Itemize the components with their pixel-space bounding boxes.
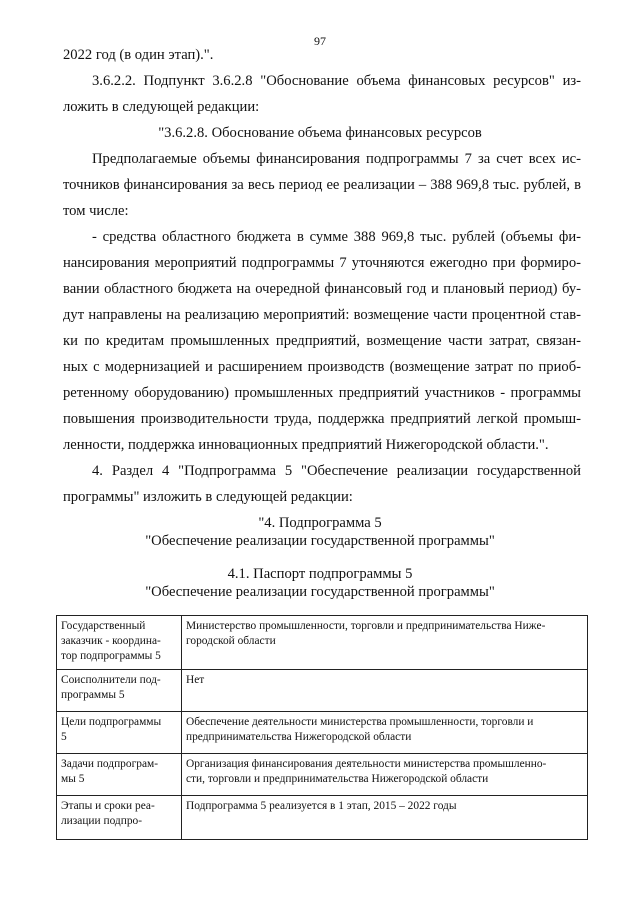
table-row — [57, 796, 588, 840]
text-line: нансирования мероприятий подпрограммы 7 уточняются ежегодно при формиро- — [63, 255, 581, 271]
section-heading: "3.6.2.8. Обоснование объема финансовых ресурсов — [158, 125, 482, 141]
table-cell-label: Соисполнители под- программы 5 — [57, 670, 182, 712]
text-line: повышения производительности труда, поддержка предприятий легкой промыш- — [63, 411, 581, 427]
passport-heading: "Обеспечение реализации государственной программы" — [145, 584, 495, 600]
text-line: ленности, поддержка инновационных предприятий Нижегородской области.". — [63, 437, 549, 453]
table-cell-value: Организация финансирования деятельности министерства промышленно- сти, торговли и предпринимательства Нижегородской области — [182, 754, 588, 796]
passport-heading: 4.1. Паспорт подпрограммы 5 — [227, 566, 413, 582]
text-line: вании областного бюджета на очередной финансовый год и плановый период) бу- — [63, 281, 581, 297]
table-row — [57, 712, 588, 754]
table-cell-label: Цели подпрограммы 5 — [57, 712, 182, 754]
table-cell-value: Министерство промышленности, торговли и предпринимательства Нижe- городской области — [182, 616, 588, 670]
text-line: ложить в следующей редакции: — [63, 99, 260, 115]
text-line: 2022 год (в один этап).". — [63, 47, 214, 63]
text-line: Предполагаемые объемы финансирования подпрограммы 7 за счет всех ис- — [92, 151, 581, 167]
passport-table — [56, 615, 588, 840]
text-line: том числе: — [63, 203, 129, 219]
text-line: ки по кредитам промышленных предприятий, возмещение части затрат, связан- — [63, 333, 581, 349]
text-line: точников финансирования за весь период ее реализации – 388 969,8 тыс. рублей, в — [63, 177, 581, 193]
table-row — [57, 670, 588, 712]
table-cell-label: Задачи подпрограм- мы 5 — [57, 754, 182, 796]
text-line: ных с модернизацией и расширением производств (возмещение затрат по приоб- — [63, 359, 581, 375]
text-line: - средства областного бюджета в сумме 388 969,8 тыс. рублей (объемы фи- — [92, 229, 581, 245]
text-line: ретенному оборудованию) промышленных предприятий участников - программы — [63, 385, 581, 401]
text-line: дут направлены на реализацию мероприятий: возмещение части процентной став- — [63, 307, 581, 323]
subprogram-heading: "4. Подпрограмма 5 — [258, 515, 382, 531]
text-line: 4. Раздел 4 "Подпрограмма 5 "Обеспечение реализации государственной — [92, 463, 581, 479]
table-row — [57, 754, 588, 796]
table-cell-value: Обеспечение деятельности министерства промышленности, торговли и предпринимательства Нижегородской области — [182, 712, 588, 754]
text-line: 3.6.2.2. Подпункт 3.6.2.8 "Обоснование объема финансовых ресурсов" из- — [92, 73, 581, 89]
table-cell-value: Нет — [182, 670, 588, 712]
text-line: программы" изложить в следующей редакции: — [63, 489, 353, 505]
page-number: 97 — [314, 34, 326, 48]
table-cell-label: Этапы и сроки реа- лизации подпро- — [57, 796, 182, 840]
table-row — [57, 616, 588, 670]
table-cell-value: Подпрограмма 5 реализуется в 1 этап, 2015 – 2022 годы — [182, 796, 588, 840]
subprogram-heading: "Обеспечение реализации государственной программы" — [145, 533, 495, 549]
table-cell-label: Государственный заказчик - координа- тор подпрограммы 5 — [57, 616, 182, 670]
